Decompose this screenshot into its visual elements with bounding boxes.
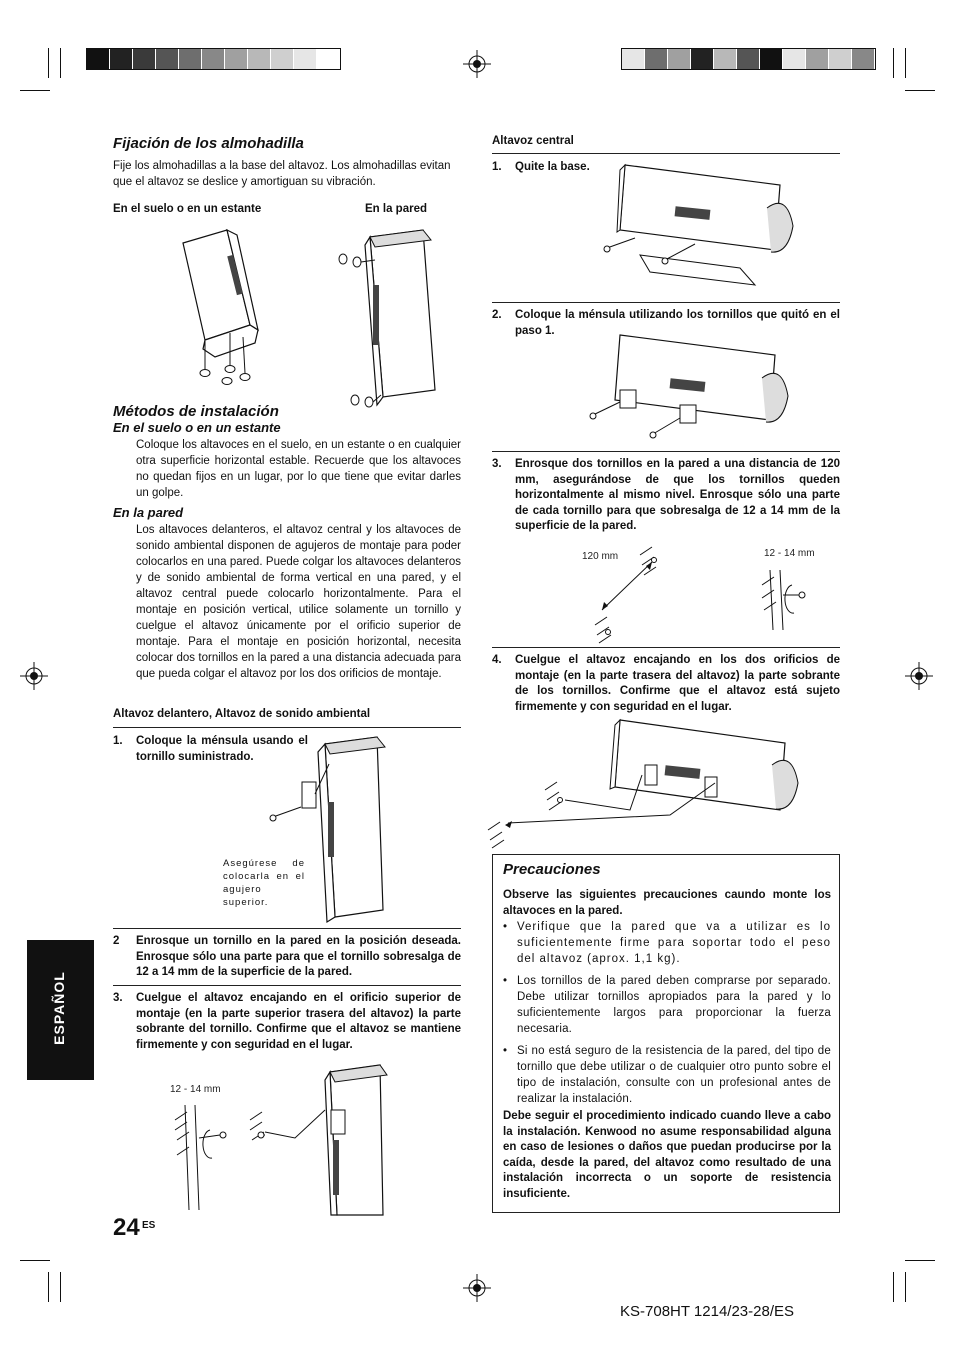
step-text: Enrosque un tornillo en la pared en la posición deseada. Enrosque sólo una parte para que el tornillo sobresalga de 12 a 14 mm de la superficie de la pared. bbox=[136, 935, 461, 978]
bullet-text: Si no está seguro de la resistencia de la pared, del tipo de tornillo que debe utilizar o de cualquier otro punto sobre el tipo de instalación, consulte con un profesional antes de realizar la instalación. bbox=[517, 1045, 831, 1105]
language-tab bbox=[27, 940, 94, 1080]
color-swatch bbox=[783, 49, 806, 69]
step-number: 2 bbox=[113, 935, 120, 947]
color-swatch bbox=[87, 49, 110, 69]
crop-mark bbox=[48, 1272, 49, 1302]
pared-text: Los altavoces delanteros, el altavoz central y los altavoces de sonido ambiental disponen de agujeros de montaje para poder colocarlos en una pared. Puede colgar los altavoces delanteros y de sonido ambiental de forma vertical en una pared, y el altavoz central puede colocarlo horizontalmente. Para el montaje en posición vertical, utilice solamente un tornillo y cuelgue el altavoz únicamente por el orificio superior de montaje. Para el montaje en posición horizontal, necesita colocar dos tornillos en la pared a una distancia adecuada para que pueda colgar el altavoz por los dos orificios de montaje. bbox=[136, 524, 461, 680]
precauciones-box bbox=[492, 854, 840, 1213]
suelo-text: Coloque los altavoces en el suelo, en un estante o en cualquier otra superficie horizontal estable. Recuerde que los altavoces no quedan fijos en un lugar, por lo que tiene que evitar darles un golpe. bbox=[136, 439, 461, 499]
precauciones-bullets bbox=[503, 919, 831, 1107]
fijacion-title: Fijación de los almohadilla bbox=[113, 135, 304, 152]
color-swatch bbox=[737, 49, 760, 69]
color-bar-left bbox=[86, 48, 341, 70]
crop-mark bbox=[60, 48, 61, 78]
registration-mark-icon bbox=[20, 662, 48, 690]
color-swatch bbox=[179, 49, 202, 69]
color-swatch bbox=[760, 49, 783, 69]
divider bbox=[113, 928, 461, 929]
crop-mark bbox=[893, 48, 894, 78]
center-dim-distance: 120 mm bbox=[582, 551, 619, 562]
color-swatch bbox=[806, 49, 829, 69]
center-screw-spacing-illustration bbox=[580, 530, 830, 645]
step-number: 2. bbox=[492, 309, 502, 321]
color-swatch bbox=[294, 49, 317, 69]
bullet-text: Los tornillos de la pared deben comprarse por separado. Debe utilizar tornillos apropiados para la pared y lo suficientemente largos para proporcionar la fuerza necesaria. bbox=[517, 975, 831, 1035]
crop-mark bbox=[20, 90, 50, 91]
central-step-3 bbox=[492, 457, 840, 535]
divider bbox=[492, 451, 840, 452]
color-swatch bbox=[645, 49, 668, 69]
crop-mark bbox=[905, 1272, 906, 1302]
crop-mark bbox=[60, 1272, 61, 1302]
precauciones-intro: Observe las siguientes precauciones caundo monte los altavoces en la pared. bbox=[503, 889, 831, 917]
center-speaker-bracket-illustration bbox=[585, 330, 800, 445]
bullet-mark: • bbox=[503, 975, 508, 987]
step-number: 1. bbox=[113, 735, 123, 747]
crop-mark bbox=[20, 1260, 50, 1261]
step-number: 3. bbox=[113, 992, 123, 1004]
color-swatch bbox=[668, 49, 691, 69]
color-swatch bbox=[248, 49, 271, 69]
footer-code: KS-708HT 1214/23-28/ES bbox=[620, 1303, 795, 1320]
precauciones-closing: Debe seguir el procedimiento indicado cuando lleve a cabo la instalación. Kenwood no asume responsabilidad alguna en caso de lesiones o daños que puedan producirse por la caída, desde la pared, del altavoz como resultado de una instalación incorrecta o un soporte de resistencia insuficiente. bbox=[503, 1110, 831, 1200]
color-swatch bbox=[317, 49, 340, 69]
metodos-title: Métodos de instalación bbox=[113, 403, 279, 420]
fig-label-floor: En el suelo o en un estante bbox=[113, 203, 262, 215]
step-text: Coloque la ménsula usando el tornillo suministrado. bbox=[136, 735, 308, 763]
step-number: 1. bbox=[492, 161, 502, 173]
color-bar-right bbox=[621, 48, 876, 70]
bullet-mark: • bbox=[503, 1045, 508, 1057]
color-swatch bbox=[225, 49, 248, 69]
step-text: Cuelgue el altavoz encajando en el orificio superior de montaje (en la parte superior trasera del altavoz) la parte sobrante del tornillo. Confirme que el altavoz se mantiene firmemente y con seguridad en el lugar. bbox=[136, 992, 461, 1051]
central-step-4 bbox=[492, 653, 840, 715]
center-dim-depth: 12 - 14 mm bbox=[764, 548, 815, 559]
crop-mark bbox=[905, 48, 906, 78]
color-swatch bbox=[691, 49, 714, 69]
language-tab-label: ESPAÑOL bbox=[51, 971, 67, 1045]
divider bbox=[113, 727, 461, 728]
color-swatch bbox=[202, 49, 225, 69]
pared-subtitle: En la pared bbox=[113, 505, 184, 520]
fig-label-wall: En la pared bbox=[365, 203, 427, 215]
step-number: 3. bbox=[492, 458, 502, 470]
divider bbox=[492, 647, 840, 648]
fijacion-text: Fije los almohadillas a la base del altavoz. Los almohadillas evitan que el altavoz se deslice y amortiguan su vibración. bbox=[113, 160, 451, 188]
step-number: 4. bbox=[492, 654, 502, 666]
registration-mark-icon bbox=[905, 662, 933, 690]
page-lang: ES bbox=[142, 1220, 156, 1231]
center-speaker-hang-illustration bbox=[480, 715, 805, 850]
bullet-item bbox=[503, 1043, 831, 1107]
suelo-subtitle: En el suelo o en un estante bbox=[113, 420, 281, 435]
color-swatch bbox=[714, 49, 737, 69]
divider bbox=[113, 985, 461, 986]
bullet-text: Verifique que la pared que va a utilizar es lo suficientemente firme para soportar todo el peso del altavoz (aprox. 1,1 kg). bbox=[517, 921, 831, 965]
color-swatch bbox=[829, 49, 852, 69]
central-heading: Altavoz central bbox=[492, 135, 574, 147]
bullet-mark: • bbox=[503, 921, 509, 933]
crop-mark bbox=[48, 48, 49, 78]
precauciones-title: Precauciones bbox=[503, 861, 601, 878]
bullet-item bbox=[503, 919, 831, 967]
color-swatch bbox=[852, 49, 875, 69]
divider bbox=[492, 302, 840, 303]
color-swatch bbox=[156, 49, 179, 69]
speaker-floor-pads-illustration bbox=[175, 225, 270, 385]
step-text: Enrosque dos tornillos en la pared a una distancia de 120 mm, asegurándose de que los tornillos queden horizontalmente al mismo nivel. Enrosque sólo una parte de cada tornillo para que sobresalga de 12 a 14 mm de la superficie de la pared. bbox=[515, 458, 840, 532]
front-dim-label: 12 - 14 mm bbox=[170, 1084, 221, 1095]
front-note: Asegúrese de colocarla en el agujero superior. bbox=[223, 858, 305, 908]
crop-mark bbox=[905, 90, 935, 91]
color-swatch bbox=[622, 49, 645, 69]
speaker-wall-pads-illustration bbox=[335, 225, 455, 410]
step-text: Cuelgue el altavoz encajando en los dos orificios de montaje (en la parte trasera del altavoz) la parte sobrante de los tornillos. Confirme que el altavoz está sujeto firmemente y con seguridad en el lugar. bbox=[515, 654, 840, 713]
bullet-item bbox=[503, 973, 831, 1037]
registration-mark-icon bbox=[463, 1274, 491, 1302]
step-text: Coloque la ménsula utilizando los tornillos que quitó en el paso 1. bbox=[515, 309, 840, 337]
front-heading: Altavoz delantero, Altavoz de sonido ambiental bbox=[113, 708, 371, 720]
front-step-2 bbox=[113, 934, 461, 981]
color-swatch bbox=[110, 49, 133, 69]
page-number: 24 bbox=[113, 1214, 140, 1241]
divider bbox=[492, 153, 840, 154]
crop-mark bbox=[905, 1260, 935, 1261]
speaker-hang-illustration bbox=[165, 1060, 415, 1215]
front-step-3 bbox=[113, 991, 461, 1053]
center-speaker-remove-base-illustration bbox=[595, 160, 805, 295]
crop-mark bbox=[893, 1272, 894, 1302]
color-swatch bbox=[133, 49, 156, 69]
step-text: Quite la base. bbox=[515, 161, 590, 173]
color-swatch bbox=[271, 49, 294, 69]
registration-mark-icon bbox=[463, 50, 491, 78]
